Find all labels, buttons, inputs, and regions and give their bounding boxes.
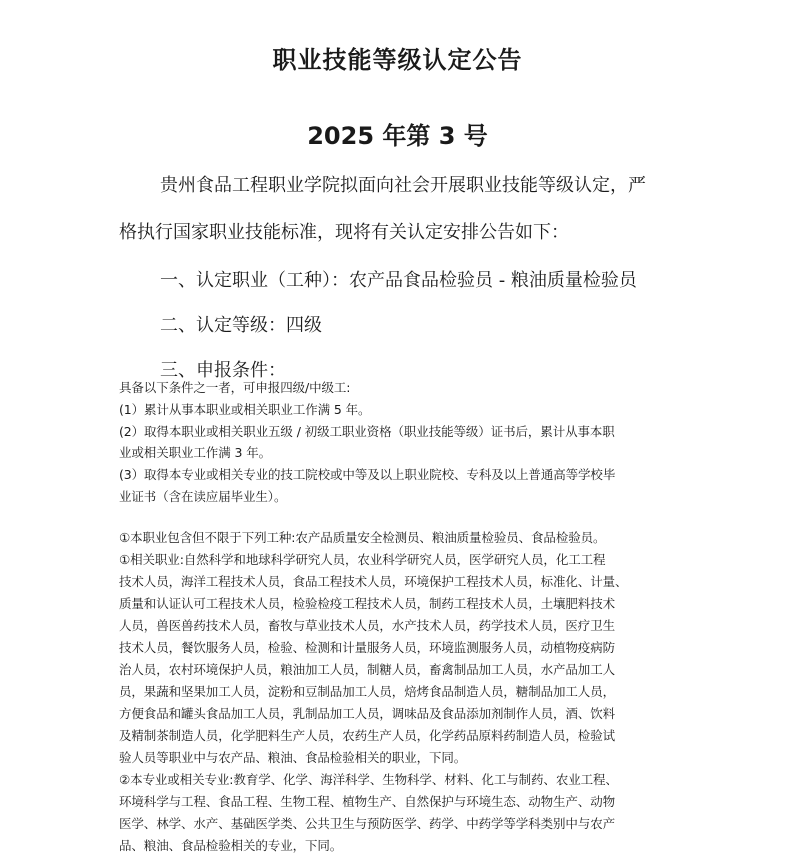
note-line: 技术人员，餐饮服务人员，检验、检测和计量服务人员，环境监测服务人员，动植物疫病防 [119, 640, 616, 655]
note-line: 品、粮油、食品检验相关的专业，下同。 [119, 838, 343, 853]
note-line: 及精制茶制造人员，化学肥料生产人员，农药生产人员，化学药品原料药制造人员，检验试 [119, 728, 616, 743]
note-line: 方便食品和罐头食品加工人员，乳制品加工人员，调味品及食品添加剂制作人员，酒、饮料 [119, 706, 616, 721]
note-line: ①本职业包含但不限于下列工种:农产品质量安全检测员、粮油质量检验员、食品检验员。 [119, 530, 606, 545]
section-occupation: 一、认定职业（工种）：农产品食品检验员 - 粮油质量检验员 [160, 270, 637, 291]
note-line: 验人员等职业中与农产品、粮油、食品检验相关的职业，下同。 [119, 750, 467, 765]
section-conditions: 三、申报条件： [160, 360, 286, 381]
note-line: 人员，兽医兽药技术人员，畜牧与草业技术人员，水产技术人员，药学技术人员，医疗卫生 [119, 618, 616, 633]
notice-title: 职业技能等级认定公告 [272, 46, 523, 74]
intro-line-1: 贵州食品工程职业学院拟面向社会开展职业技能等级认定，严 [160, 175, 646, 196]
condition-line: 具备以下条件之一者，可申报四级/中级工: [119, 380, 351, 395]
intro-line-2: 格执行国家职业技能标准，现将有关认定安排公告如下： [119, 222, 569, 243]
condition-line: 业或相关职业工作满 3 年。 [119, 445, 272, 460]
section-level: 二、认定等级：四级 [160, 315, 322, 336]
condition-line: (2）取得本职业或相关职业五级 / 初级工职业资格（职业技能等级）证书后，累计从事本职 [119, 424, 615, 439]
note-line: 环境科学与工程、食品工程、生物工程、植物生产、自然保护与环境生态、动物生产、动物 [119, 794, 616, 809]
note-line: ②本专业或相关专业:教育学、化学、海洋科学、生物科学、材料、化工与制药、农业工程、 [119, 772, 618, 787]
condition-line: 业证书（含在读应届毕业生）。 [119, 489, 287, 504]
note-line: 治人员，农村环境保护人员，粮油加工人员，制糖人员，畜禽制品加工人员，水产品加工人 [119, 662, 616, 677]
note-line: 医学、林学、水产、基础医学类、公共卫生与预防医学、药学、中药学等学科类别中与农产 [119, 816, 616, 831]
condition-line: (1）累计从事本职业或相关职业工作满 5 年。 [119, 402, 371, 417]
note-line: 员，果蔬和坚果加工人员，淀粉和豆制品加工人员，焙烤食品制造人员，糖制品加工人员， [119, 684, 616, 699]
note-line: ①相关职业:自然科学和地球科学研究人员，农业科学研究人员，医学研究人员，化工工程 [119, 552, 606, 567]
note-line: 技术人员，海洋工程技术人员，食品工程技术人员，环境保护工程技术人员，标准化、计量、 [119, 574, 628, 589]
notice-number: 2025 年第 3 号 [307, 122, 488, 150]
note-line: 质量和认证认可工程技术人员，检验检疫工程技术人员，制药工程技术人员，土壤肥料技术 [119, 596, 616, 611]
condition-line: (3）取得本专业或相关专业的技工院校或中等及以上职业院校、专科及以上普通高等学校毕 [119, 467, 616, 482]
